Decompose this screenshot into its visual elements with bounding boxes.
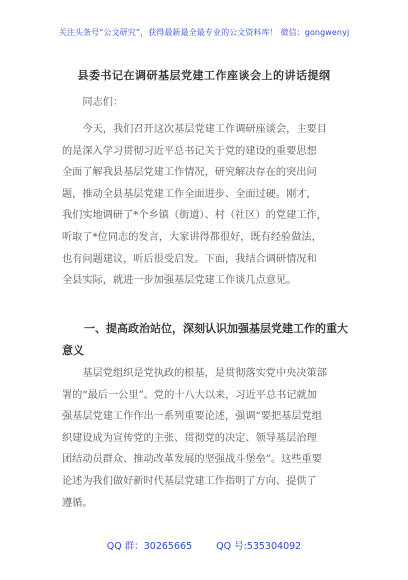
paragraph-line: 我们实地调研了*个乡镇（街道）、村（社区）的党建工作， xyxy=(62,210,327,222)
top-promo-banner: 关注头条号“公文研究”，获得最新最全最专业的公文资料库！ 微信：gongwenyj xyxy=(58,28,350,37)
paragraph-line: 遵循。 xyxy=(62,497,93,509)
footer-qq-group: QQ 群：30265665 xyxy=(106,541,193,552)
section-heading-line: 意义 xyxy=(62,343,84,357)
salutation xyxy=(62,92,356,114)
paragraph-line: 论述为我们做好新时代基层党建工作指明了方向、提供了 xyxy=(62,475,317,487)
paragraph-line: 全县实际，就进一步加强基层党建工作谈几点意见。 xyxy=(62,275,297,287)
footer-qq-number: QQ 号:535304092 xyxy=(216,541,302,552)
section-heading-1 xyxy=(62,318,358,361)
paragraph-line: 听取了*位同志的发言，大家讲得都很好，既有经验做法， xyxy=(62,231,322,243)
paragraph-significance xyxy=(62,363,356,514)
paragraph-line: 团结动员群众、推动改革发展的坚强战斗堡垒”。这些重要 xyxy=(62,454,322,466)
paragraph-line: 全面了解我县基层党建工作情况，研究解决存在的突出问 xyxy=(62,167,317,179)
salutation-text: 同志们： xyxy=(82,97,124,108)
paragraph-line: 基层党组织是党执政的根基，是贯彻落实党中央决策部 xyxy=(82,368,327,379)
section-heading-line: 一、提高政治站位，深刻认识加强基层党建工作的重大 xyxy=(84,322,348,335)
paragraph-line: 署的“最后一公里”。党的十八大以来，习近平总书记就加 xyxy=(62,389,317,401)
footer-contact xyxy=(0,538,408,552)
paragraph-line: 织建设成为宣传党的主张、贯彻党的决定、领导基层治理 xyxy=(62,432,317,444)
document-title: 县委书记在调研基层党建工作座谈会上的讲话提纲 xyxy=(77,69,331,82)
paragraph-line: 的是深入学习贯彻习近平总书记关于党的建设的重要思想 xyxy=(62,145,317,157)
paragraph-line: 今天，我们召开这次基层党建工作调研座谈会，主要目 xyxy=(82,124,327,135)
paragraph-line: 也有问题建议，听后很受启发。下面，我结合调研情况和 xyxy=(62,253,317,265)
paragraph-line: 强基层党建工作作出一系列重要论述，强调“要把基层党组 xyxy=(62,411,322,423)
paragraph-line: 题，推动全县基层党建工作全面进步、全面过硬。刚才， xyxy=(62,188,317,200)
paragraph-intro xyxy=(62,119,356,292)
